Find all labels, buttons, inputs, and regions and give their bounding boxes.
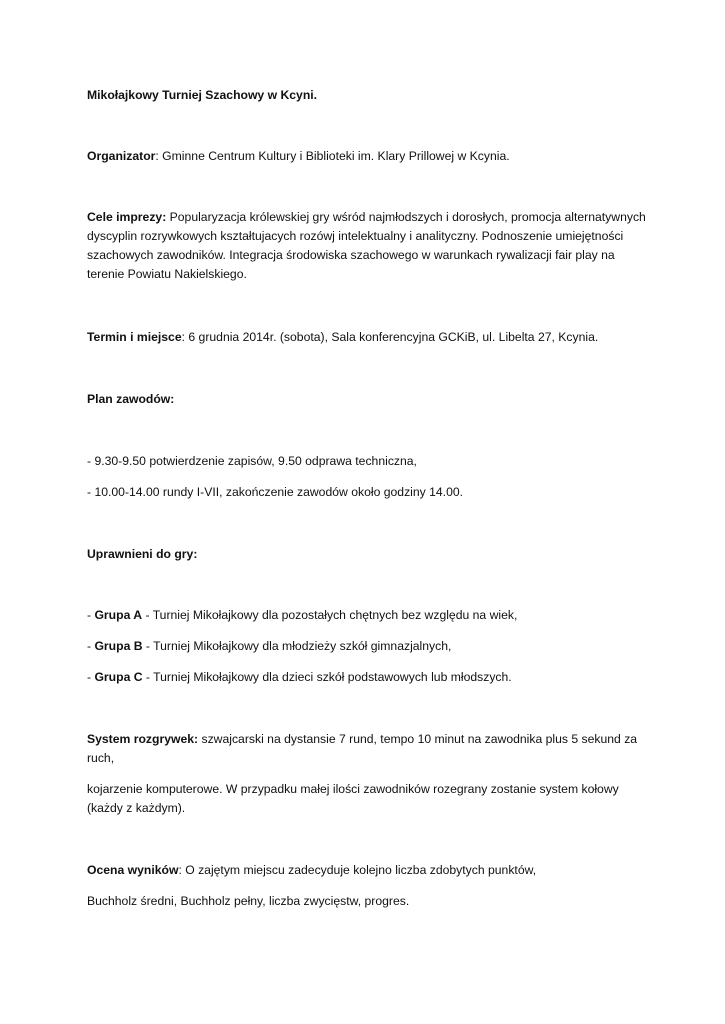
- date-place-label: Termin i miejsce: [87, 330, 182, 344]
- scoring-line: [87, 861, 645, 880]
- organizer-text: : Gminne Centrum Kultury i Biblioteki im. Klary Prillowej w Kcynia.: [155, 149, 510, 163]
- goals-text: Popularyzacja królewskiej gry wśród najmłodszych i dorosłych, promocja alternatywnych dyscyplin rozrywkowych kształtujacych rozówj intelektualny i analityczny. Podnoszenie umiejętności szachowych zawodników. Integracja środowiska szachowego w warunkach rywalizacji fair play na terenie Powiatu Nakielskiego.: [87, 210, 646, 281]
- group-text: - Turniej Mikołajkowy dla dzieci szkół podstawowych lub młodszych.: [142, 670, 512, 684]
- document-title: [87, 86, 645, 105]
- group-text: - Turniej Mikołajkowy dla młodzieży szkół gimnazjalnych,: [142, 639, 452, 653]
- date-place-line: [87, 328, 645, 347]
- plan-heading: [87, 390, 645, 409]
- scoring-text-continued: Buchholz średni, Buchholz pełny, liczba zwycięstw, progres.: [87, 894, 410, 908]
- goals-label: Cele imprezy:: [87, 210, 167, 224]
- system-label: System rozgrywek:: [87, 732, 199, 746]
- document-title-text: Mikołajkowy Turniej Szachowy w Kcyni.: [87, 88, 318, 102]
- system-paragraph-continued: [87, 780, 647, 818]
- goals-paragraph: [87, 208, 647, 284]
- plan-item-text: - 10.00-14.00 rundy I-VII, zakończenie zawodów około godziny 14.00.: [87, 485, 464, 499]
- plan-item-text: - 9.30-9.50 potwierdzenie zapisów, 9.50 odprawa techniczna,: [87, 454, 417, 468]
- group-text: - Turniej Mikołajkowy dla pozostałych chętnych bez względu na wiek,: [142, 608, 518, 622]
- system-text: szwajcarski na dystansie 7 rund, tempo 10 minut na zawodnika plus 5 sekund za ruch,: [87, 732, 638, 765]
- group-prefix: -: [87, 639, 95, 653]
- group-label: Grupa A: [94, 608, 143, 622]
- group-label: Grupa C: [94, 670, 143, 684]
- group-label: Grupa B: [94, 639, 143, 653]
- organizer-line: [87, 147, 645, 166]
- eligibility-heading: [87, 545, 645, 564]
- plan-item: [87, 483, 645, 502]
- scoring-text: : O zajętym miejscu zadecyduje kolejno liczba zdobytych punktów,: [178, 863, 537, 877]
- system-paragraph: [87, 730, 647, 768]
- date-place-text: : 6 grudnia 2014r. (sobota), Sala konferencyjna GCKiB, ul. Libelta 27, Kcynia.: [181, 330, 599, 344]
- group-item-c: [87, 668, 645, 687]
- group-item-a: [87, 606, 645, 625]
- plan-heading-text: Plan zawodów:: [87, 392, 175, 406]
- scoring-label: Ocena wyników: [87, 863, 179, 877]
- scoring-line-continued: [87, 892, 645, 911]
- organizer-label: Organizator: [87, 149, 156, 163]
- system-text-continued: kojarzenie komputerowe. W przypadku małej ilości zawodników rozegrany zostanie system kołowy (każdy z każdym).: [87, 782, 619, 815]
- group-prefix: -: [87, 608, 95, 622]
- eligibility-heading-text: Uprawnieni do gry:: [87, 547, 198, 561]
- plan-item: [87, 452, 645, 471]
- group-item-b: [87, 637, 645, 656]
- group-prefix: -: [87, 670, 95, 684]
